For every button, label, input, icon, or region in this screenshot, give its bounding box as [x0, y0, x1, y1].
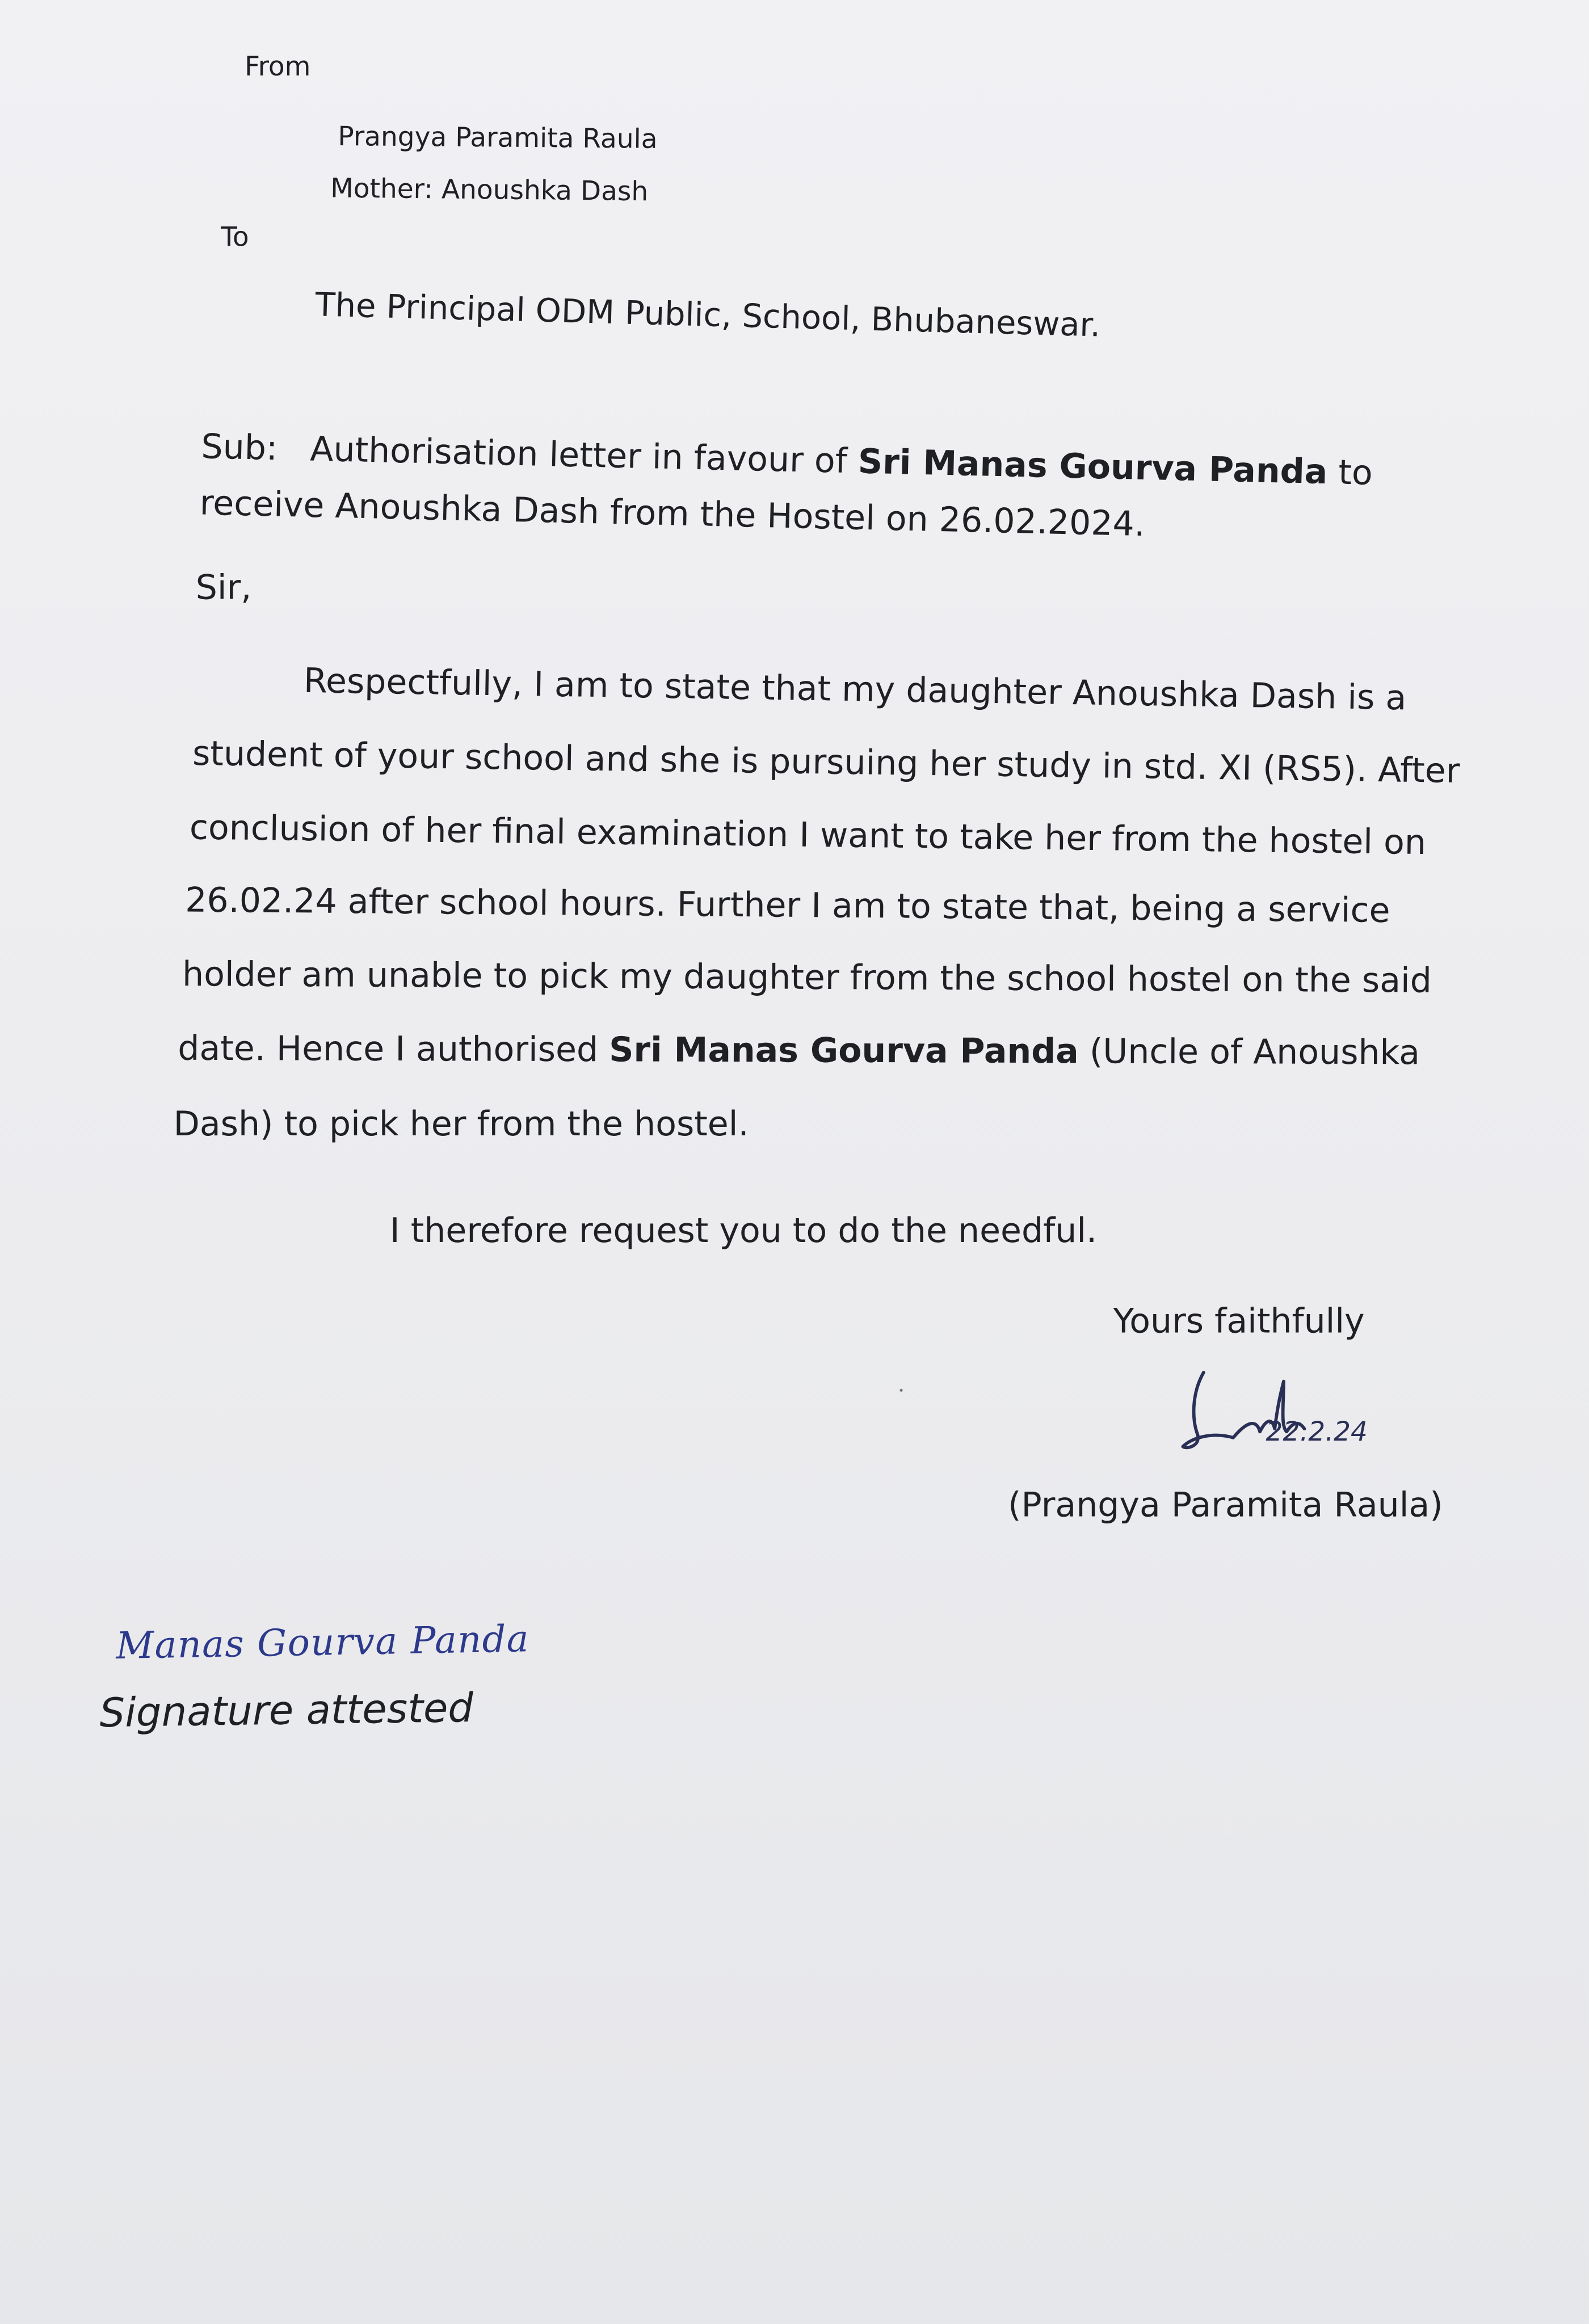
salutation: Sir, [195, 569, 252, 608]
closing: Yours faithfully [1113, 1303, 1365, 1342]
body-line-6-post: (Uncle of Anoushka [1078, 1033, 1420, 1073]
body-authorised-person: Sri Manas Gourva Panda [609, 1032, 1079, 1072]
body-line-2: student of your school and she is pursuing her study in std. XI (RS5). After [192, 735, 1460, 791]
body-line-7: Dash) to pick her from the hostel. [173, 1105, 749, 1144]
subject-line-2: receive Anoushka Dash from the Hostel on 26.02.2024. [199, 485, 1146, 545]
from-label: From [244, 52, 311, 83]
sender-name: Prangya Paramita Raula [338, 121, 658, 155]
attested-signature: Manas Gourva Panda [115, 1617, 530, 1668]
signatory-name: (Prangya Paramita Raula) [1008, 1487, 1443, 1525]
sender-relation: Mother: Anoushka Dash [330, 173, 649, 208]
ink-dot [899, 1389, 902, 1392]
subject-text-post: to [1327, 453, 1373, 494]
sender-signature [1171, 1361, 1437, 1464]
to-label: To [221, 222, 249, 254]
body-line-6 [178, 1030, 1420, 1073]
body-line-3: conclusion of her final examination I want to take her from the hostel on [189, 809, 1427, 863]
attested-label: Signature attested [99, 1686, 474, 1737]
signature-date: 22.2.24 [1266, 1416, 1368, 1448]
request-line: I therefore request you to do the needful. [389, 1212, 1098, 1251]
subject-authorised-person: Sri Manas Gourva Panda [857, 443, 1329, 492]
body-line-4: 26.02.24 after school hours. Further I am to state that, being a service [184, 882, 1390, 931]
body-line-5: holder am unable to pick my daughter from the school hostel on the said [182, 955, 1432, 1001]
subject-text-pre: Authorisation letter in favour of [309, 431, 859, 482]
recipient: The Principal ODM Public, School, Bhubaneswar. [314, 287, 1101, 346]
body-line-1: Respectfully, I am to state that my daughter Anoushka Dash is a [303, 662, 1407, 719]
body-line-6-pre: date. Hence I authorised [178, 1030, 609, 1071]
subject-line-1 [200, 428, 1373, 494]
subject-label: Sub: [200, 428, 278, 469]
